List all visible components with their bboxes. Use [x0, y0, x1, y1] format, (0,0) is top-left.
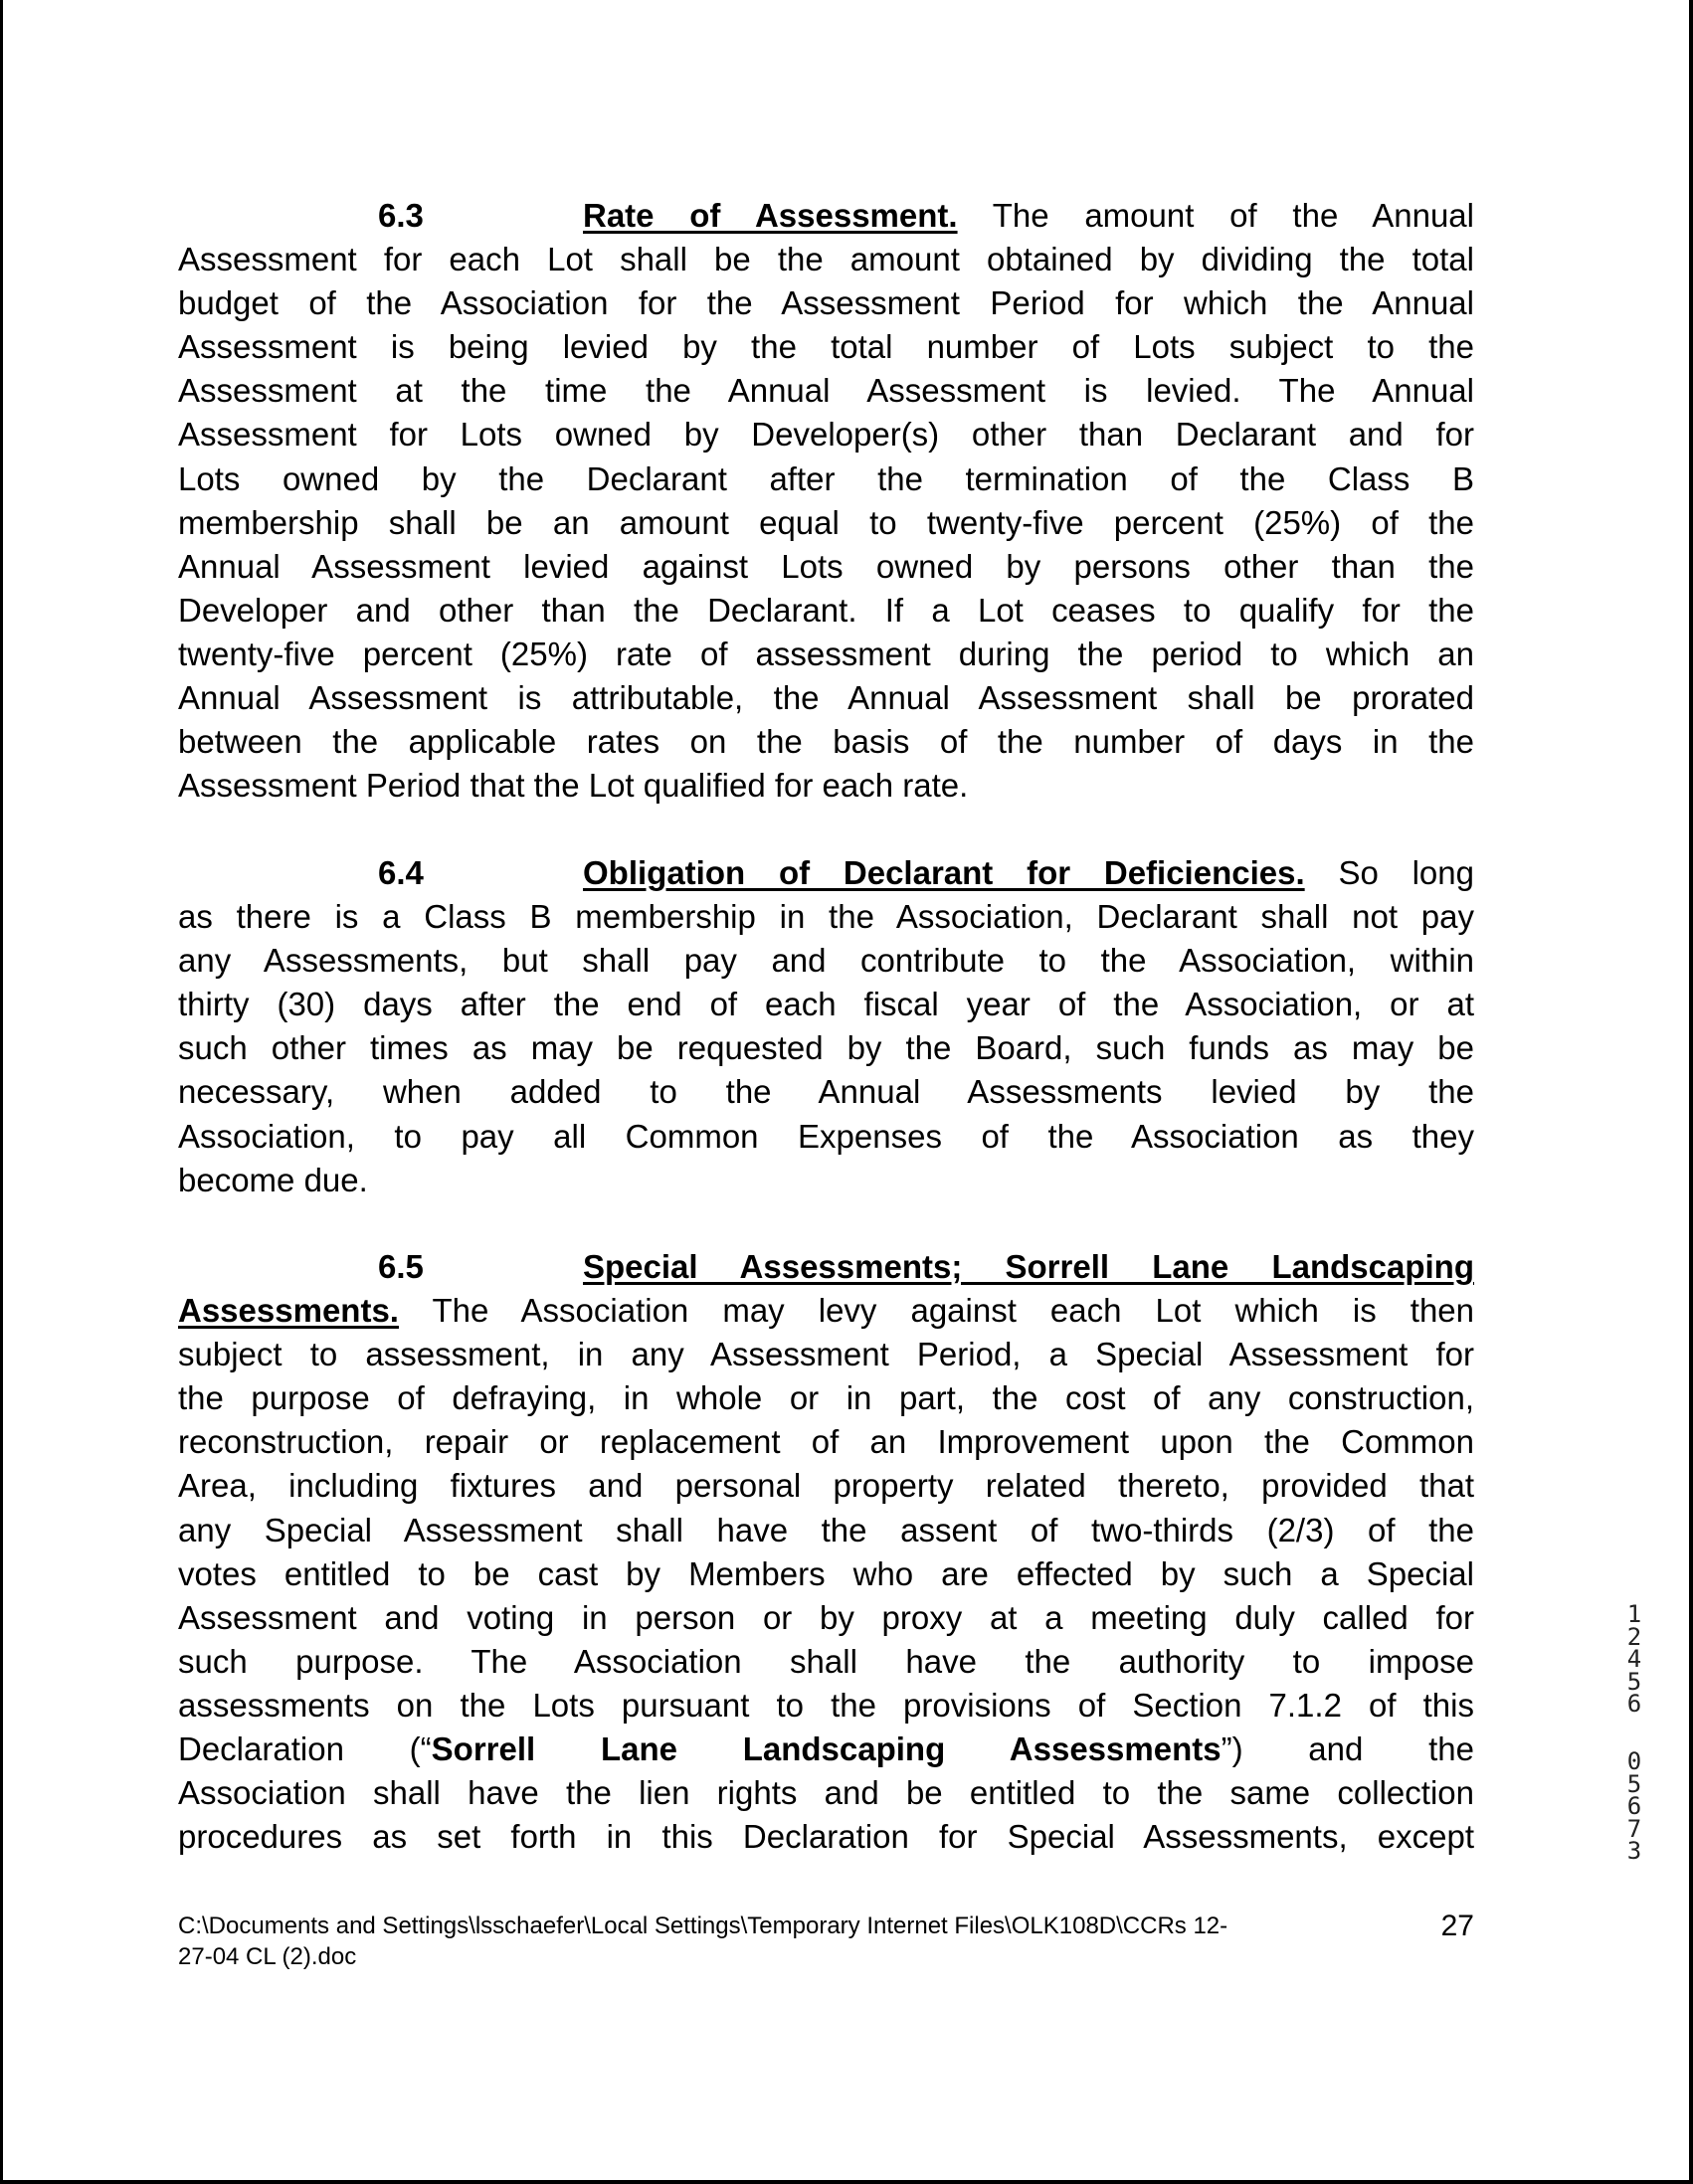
text-line: membership shall be an amount equal to twenty-five percent (25%) of the	[178, 503, 1474, 541]
stamp-digit: 1	[1626, 1600, 1642, 1628]
text-line: Annual Assessment levied against Lots owned by persons other than the	[178, 547, 1474, 585]
section-6-3	[178, 194, 1474, 808]
section-title: Rate of Assessment.	[583, 197, 958, 234]
text-line: Annual Assessment is attributable, the Annual Assessment shall be prorated	[178, 679, 1474, 717]
page-border-right	[1689, 0, 1693, 2184]
stamp-digit: 4	[1626, 1645, 1642, 1673]
page-border-left	[0, 0, 3, 2184]
stamp-digit: 6	[1626, 1690, 1642, 1718]
section-title-continued: Assessments.	[178, 1292, 399, 1330]
text-line: Assessment Period that the Lot qualified for each rate.	[178, 767, 969, 805]
text-line: between the applicable rates on the basis of the number of days in the	[178, 723, 1474, 761]
page-border-bottom	[0, 2180, 1693, 2184]
section-number: 6.4	[378, 854, 424, 891]
text-line: Association, to pay all Common Expenses of the Association as they	[178, 1117, 1474, 1155]
stamp-digit: 3	[1626, 1837, 1642, 1865]
section-6-5	[178, 1245, 1474, 1859]
text-line: the purpose of defraying, in whole or in part, the cost of any construction,	[178, 1379, 1474, 1417]
document-stamp-group-2	[1621, 1747, 1647, 1865]
file-path-line-1: C:\Documents and Settings\lsschaefer\Local Settings\Temporary Internet Files\OLK108D\CCRs 12-	[178, 1912, 1228, 1939]
section-title: Obligation of Declarant for Deficiencies.	[583, 854, 1305, 891]
stamp-digit: 5	[1626, 1667, 1642, 1696]
defined-term-line	[178, 1728, 1474, 1771]
text-line: assessments on the Lots pursuant to the provisions of Section 7.1.2 of this	[178, 1686, 1474, 1724]
text-line: subject to assessment, in any Assessment Period, a Special Assessment for	[178, 1336, 1474, 1373]
section-title: Special Assessments; Sorrell Lane Landscaping	[583, 1248, 1474, 1285]
text-line: Lots owned by the Declarant after the termination of the Class B	[178, 459, 1474, 497]
text-line: votes entitled to be cast by Members who are effected by such a Special	[178, 1554, 1474, 1592]
text-line: any Assessments, but shall pay and contribute to the Association, within	[178, 942, 1474, 980]
page-number: 27	[1440, 1910, 1474, 1942]
text-line: Assessment at the time the Annual Assessment is levied. The Annual	[178, 372, 1474, 410]
page-footer	[178, 1911, 1474, 1972]
text-line	[178, 1289, 1474, 1333]
section-text: So long	[1338, 854, 1474, 891]
stamp-digit: 2	[1626, 1622, 1642, 1651]
file-path-line-2: 27-04 CL (2).doc	[178, 1943, 357, 1970]
stamp-digit: 6	[1626, 1792, 1642, 1820]
text-line: Developer and other than the Declarant. If a Lot ceases to qualify for the	[178, 591, 1474, 629]
text-line: budget of the Association for the Assessment Period for which the Annual	[178, 284, 1474, 322]
text-line: Assessment and voting in person or by proxy at a meeting duly called for	[178, 1598, 1474, 1636]
text-line: as there is a Class B membership in the Association, Declarant shall not pay	[178, 898, 1474, 936]
document-stamp-group-1	[1621, 1600, 1647, 1718]
text-line: Assessment is being levied by the total number of Lots subject to the	[178, 328, 1474, 366]
section-number: 6.5	[378, 1248, 424, 1285]
text-line: thirty (30) days after the end of each fiscal year of the Association, or at	[178, 986, 1474, 1023]
section-heading-line	[178, 194, 1474, 238]
section-heading-line	[178, 1245, 1474, 1289]
text-line: procedures as set forth in this Declaration for Special Assessments, except	[178, 1818, 1474, 1856]
section-number: 6.3	[378, 197, 424, 234]
text-line: such purpose. The Association shall have the authority to impose	[178, 1642, 1474, 1680]
section-heading-line	[178, 851, 1474, 895]
text-after-term: ”) and the	[1221, 1730, 1474, 1768]
text-line: such other times as may be requested by the Board, such funds as may be	[178, 1029, 1474, 1067]
section-text: The amount of the Annual	[992, 197, 1474, 234]
text-line: necessary, when added to the Annual Assessments levied by the	[178, 1073, 1474, 1111]
text-before-term: Declaration (“	[178, 1730, 432, 1768]
text-line: become due.	[178, 1161, 368, 1198]
text-line: any Special Assessment shall have the assent of two-thirds (2/3) of the	[178, 1511, 1474, 1548]
text-line: Assessment for Lots owned by Developer(s) other than Declarant and for	[178, 416, 1474, 454]
text-line: twenty-five percent (25%) rate of assessment during the period to which an	[178, 635, 1474, 672]
stamp-digit: 7	[1626, 1814, 1642, 1843]
text-line: reconstruction, repair or replacement of an Improvement upon the Common	[178, 1423, 1474, 1461]
text-line: Association shall have the lien rights and be entitled to the same collection	[178, 1774, 1474, 1812]
text-line: Assessment for each Lot shall be the amount obtained by dividing the total	[178, 241, 1474, 278]
stamp-digit: 0	[1626, 1747, 1642, 1775]
text-line: Area, including fixtures and personal property related thereto, provided that	[178, 1467, 1474, 1505]
section-text: The Association may levy against each Lot which is then	[432, 1292, 1474, 1330]
stamp-digit: 5	[1626, 1769, 1642, 1798]
section-6-4	[178, 851, 1474, 1202]
defined-term: Sorrell Lane Landscaping Assessments	[431, 1730, 1222, 1768]
